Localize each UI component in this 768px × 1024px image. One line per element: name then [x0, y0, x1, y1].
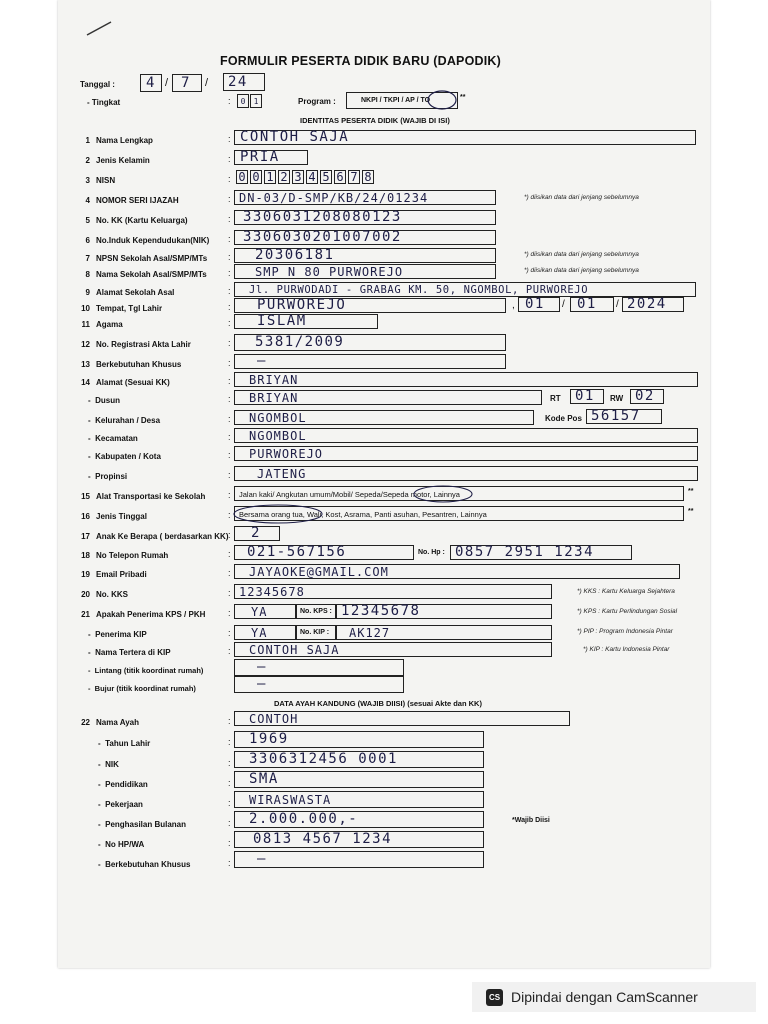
- kodepos-field[interactable]: [586, 409, 662, 424]
- agama-label: Agama: [96, 320, 123, 329]
- circle-mark-icon: [232, 503, 324, 525]
- birth-year: 2024: [627, 296, 667, 312]
- anak-ke-field[interactable]: [234, 526, 280, 541]
- circle-mark-icon: [426, 89, 458, 111]
- nisn-digit: 0: [250, 170, 262, 184]
- kps-note: *) KPS : Kartu Perlindungan Sosial: [577, 608, 678, 615]
- colon: :: [228, 214, 231, 224]
- penghasilan-field[interactable]: [234, 811, 484, 828]
- bujur-label: - Bujur (titik koordinat rumah): [88, 684, 196, 693]
- telepon-rumah-field[interactable]: [234, 545, 414, 560]
- akta-lahir-label: No. Registrasi Akta Lahir: [96, 340, 191, 349]
- kabupaten-value: PURWOREJO: [249, 447, 324, 461]
- colon: :: [228, 318, 231, 328]
- camscanner-text: Dipindai dengan CamScanner: [511, 989, 698, 1005]
- alamat-sekolah-field[interactable]: [234, 282, 696, 297]
- anak-ke-value: 2: [251, 525, 261, 541]
- form-title: FORMULIR PESERTA DIDIK BARU (DAPODIK): [220, 54, 502, 68]
- field-num: 20: [81, 590, 90, 599]
- date-year-box[interactable]: [223, 73, 265, 91]
- colon: :: [228, 838, 231, 848]
- tingkat-digit[interactable]: 1: [250, 94, 262, 108]
- propinsi-label: - Propinsi: [88, 472, 128, 481]
- nik-value: 3306030201007002: [243, 229, 402, 245]
- field-num: 3: [85, 176, 90, 185]
- bujur-field[interactable]: [234, 676, 404, 693]
- kks-field[interactable]: [234, 584, 552, 599]
- nisn-digit: 2: [278, 170, 290, 184]
- no-kk-value: 3306031208080123: [243, 209, 402, 225]
- berkebutuhan-field[interactable]: [234, 354, 506, 369]
- rt-field[interactable]: [570, 389, 604, 404]
- nik-ayah-value: 3306312456 0001: [249, 751, 398, 767]
- colon: :: [228, 194, 231, 204]
- tempat-lahir-value: PURWOREJO: [257, 297, 347, 313]
- field-num: 16: [81, 512, 90, 521]
- colon: :: [228, 302, 231, 312]
- agama-value: ISLAM: [257, 313, 307, 329]
- tanggal-label: Tanggal :: [80, 80, 115, 89]
- rw-value: 02: [635, 388, 655, 404]
- pekerjaan-field[interactable]: [234, 791, 484, 808]
- hp-value: 0857 2951 1234: [455, 544, 595, 560]
- colon: :: [228, 268, 231, 278]
- jenis-tinggal-label: Jenis Tinggal: [96, 512, 147, 521]
- nama-kip-field[interactable]: [234, 642, 552, 657]
- colon: :: [228, 568, 231, 578]
- tahun-lahir-field[interactable]: [234, 731, 484, 748]
- tingkat-digit[interactable]: 0: [237, 94, 249, 108]
- transportasi-value: Jalan kaki/ Angkutan umum/Mobil/ Sepeda/Sepeda motor, Lainnya: [239, 490, 460, 499]
- telepon-rumah-label: No Telepon Rumah: [96, 551, 169, 560]
- colon: :: [228, 818, 231, 828]
- pen-mark-icon: [85, 18, 115, 38]
- no-kip-field[interactable]: [336, 625, 552, 640]
- nama-sekolah-field[interactable]: [234, 264, 496, 279]
- email-label: Email Pribadi: [96, 570, 147, 579]
- kecamatan-field[interactable]: [234, 428, 698, 443]
- program-label: Program :: [298, 97, 336, 106]
- kodepos-label: Kode Pos: [545, 414, 582, 423]
- nama-kip-label: - Nama Tertera di KIP: [88, 648, 171, 657]
- agama-field[interactable]: [234, 314, 378, 329]
- date-day: 4: [146, 75, 156, 91]
- nisn-digit: 4: [306, 170, 318, 184]
- nama-sekolah-label: Nama Sekolah Asal/SMP/MTs: [96, 270, 207, 279]
- nama-sekolah-value: SMP N 80 PURWOREJO: [255, 265, 404, 279]
- npsn-label: NPSN Sekolah Asal/SMP/MTs: [96, 254, 208, 263]
- date-sep-2: /: [205, 77, 209, 89]
- kks-value: 12345678: [239, 585, 305, 599]
- kps-field[interactable]: [234, 604, 296, 619]
- email-value: JAYAOKE@GMAIL.COM: [249, 565, 389, 579]
- field-num: 6: [85, 236, 90, 245]
- circle-mark-icon: [412, 484, 474, 504]
- tingkat-label: - Tingkat: [87, 98, 121, 107]
- kks-note: *) KKS : Kartu Keluarga Sejahtera: [577, 588, 675, 595]
- anak-ke-label: Anak Ke Berapa ( berdasarkan KK): [96, 532, 229, 541]
- lintang-label: - Lintang (titik koordinat rumah): [88, 666, 204, 675]
- jenis-kelamin-label: Jenis Kelamin: [96, 156, 150, 165]
- alamat-sekolah-value: Jl. PURWODADI - GRABAG KM. 50, NGOMBOL, PURWOREJO: [249, 284, 589, 296]
- kebutuhan-khusus-ayah-label: - Berkebutuhan Khusus: [98, 860, 191, 869]
- lintang-value: —: [257, 659, 267, 675]
- colon: :: [228, 510, 231, 520]
- colon: :: [228, 758, 231, 768]
- hp-ayah-label: - No HP/WA: [98, 840, 145, 849]
- field-num: 14: [81, 378, 90, 387]
- colon: :: [228, 376, 231, 386]
- nomor-seri-ijazah-field[interactable]: [234, 190, 496, 205]
- birth-month: 01: [577, 296, 597, 312]
- field-num: 5: [85, 216, 90, 225]
- hp-ayah-value: 0813 4567 1234: [253, 831, 393, 847]
- field-num: 8: [85, 270, 90, 279]
- birth-day: 01: [525, 296, 545, 312]
- colon: :: [228, 414, 231, 424]
- colon: :: [228, 358, 231, 368]
- rt-label: RT: [550, 394, 561, 403]
- ijazah-note: *) diisikan data dari jenjang sebelumnya: [524, 194, 639, 201]
- camscanner-icon: CS: [486, 989, 503, 1006]
- no-kip-label: No. KIP :: [300, 629, 330, 636]
- colon: :: [228, 432, 231, 442]
- colon: :: [228, 134, 231, 144]
- pendidikan-value: SMA: [249, 771, 279, 787]
- nik-ayah-label: - NIK: [98, 760, 119, 769]
- colon: :: [228, 716, 231, 726]
- birth-month-field[interactable]: [570, 297, 614, 312]
- field-num: 2: [85, 156, 90, 165]
- nisn-digit: 8: [362, 170, 374, 184]
- nomor-seri-ijazah-label: NOMOR SERI IJAZAH: [96, 196, 179, 205]
- colon: :: [228, 490, 231, 500]
- nik-ayah-field[interactable]: [234, 751, 484, 768]
- stars: **: [688, 488, 694, 495]
- kebutuhan-khusus-ayah-value: —: [257, 851, 267, 867]
- field-num: 11: [81, 320, 90, 329]
- tempat-lahir-label: Tempat, Tgl Lahir: [96, 304, 163, 313]
- berkebutuhan-label: Berkebutuhan Khusus: [96, 360, 182, 369]
- no-kk-field[interactable]: [234, 210, 496, 225]
- kelurahan-label: - Kelurahan / Desa: [88, 416, 161, 425]
- kabupaten-label: - Kabupaten / Kota: [88, 452, 161, 461]
- colon: :: [228, 394, 231, 404]
- date-slash: /: [616, 299, 619, 310]
- colon: :: [228, 96, 231, 106]
- colon: :: [228, 798, 231, 808]
- no-kps-label: No. KPS :: [300, 608, 332, 615]
- pendidikan-field[interactable]: [234, 771, 484, 788]
- hp-label: No. Hp :: [418, 549, 445, 556]
- kip-label: - Penerima KIP: [88, 630, 147, 639]
- nama-lengkap-field[interactable]: [234, 130, 696, 145]
- kebutuhan-khusus-ayah-field[interactable]: [234, 851, 484, 868]
- nama-lengkap-label: Nama Lengkap: [96, 136, 153, 145]
- alamat-kk-value: BRIYAN: [249, 373, 299, 387]
- hp-ayah-field[interactable]: [234, 831, 484, 848]
- sekolah-note: *) diisikan data dari jenjang sebelumnya: [524, 267, 639, 274]
- colon: :: [228, 450, 231, 460]
- identity-header: IDENTITAS PESERTA DIDIK (WAJIB DI ISI): [300, 116, 450, 125]
- kabupaten-field[interactable]: [234, 446, 698, 461]
- nisn-digit: 1: [264, 170, 276, 184]
- pendidikan-label: - Pendidikan: [98, 780, 148, 789]
- program-options: NKPI / TKPI / AP / TO: [361, 97, 431, 104]
- penghasilan-label: - Penghasilan Bulanan: [98, 820, 187, 829]
- propinsi-value: JATENG: [257, 467, 307, 481]
- rt-value: 01: [575, 388, 595, 404]
- field-num: 13: [81, 360, 90, 369]
- colon: :: [228, 338, 231, 348]
- nama-lengkap-value: CONTOH SAJA: [240, 129, 350, 145]
- colon: :: [228, 286, 231, 296]
- dusun-label: - Dusun: [88, 396, 120, 405]
- field-num: 18: [81, 551, 90, 560]
- berkebutuhan-value: —: [257, 353, 267, 369]
- pip-note: *) PIP : Program Indonesia Pintar: [577, 628, 673, 635]
- camscanner-badge: [472, 982, 756, 1012]
- field-num: 10: [81, 304, 90, 313]
- kks-label: No. KKS: [96, 590, 128, 599]
- colon: :: [228, 588, 231, 598]
- kip-value: YA: [251, 626, 268, 640]
- date-slash: /: [562, 299, 565, 310]
- colon: :: [228, 628, 231, 638]
- date-sep-1: /: [165, 77, 169, 89]
- telepon-rumah-value: 021-567156: [247, 544, 347, 560]
- bujur-value: —: [257, 676, 267, 692]
- field-num: 4: [85, 196, 90, 205]
- nisn-digit: 0: [236, 170, 248, 184]
- nisn-digit: 7: [348, 170, 360, 184]
- pekerjaan-label: - Pekerjaan: [98, 800, 143, 809]
- colon: :: [228, 234, 231, 244]
- date-year: 24: [228, 74, 248, 90]
- pekerjaan-value: WIRASWASTA: [249, 793, 332, 807]
- hp-field[interactable]: [450, 545, 632, 560]
- wajib-note: *Wajib Diisi: [512, 817, 550, 824]
- date-day-box[interactable]: [140, 74, 162, 92]
- colon: :: [228, 530, 231, 540]
- kip-note: *) KIP : Kartu Indonesia Pintar: [583, 646, 670, 653]
- alamat-kk-field[interactable]: [234, 372, 698, 387]
- lintang-field[interactable]: [234, 659, 404, 676]
- kecamatan-label: - Kecamatan: [88, 434, 138, 443]
- field-num: 19: [81, 570, 90, 579]
- jenis-kelamin-field[interactable]: [234, 150, 308, 165]
- nisn-digit: 5: [320, 170, 332, 184]
- date-month: 7: [181, 75, 191, 91]
- nisn-label: NISN: [96, 176, 116, 185]
- kecamatan-value: NGOMBOL: [249, 429, 307, 443]
- birth-year-field[interactable]: [622, 297, 684, 312]
- akta-lahir-value: 5381/2009: [255, 334, 345, 350]
- no-kip-label-box: [296, 625, 336, 640]
- field-num: 15: [81, 492, 90, 501]
- field-num: 9: [85, 288, 90, 297]
- propinsi-field[interactable]: [234, 466, 698, 481]
- kps-label: Apakah Penerima KPS / PKH: [96, 610, 206, 619]
- colon: :: [228, 778, 231, 788]
- email-field[interactable]: [234, 564, 680, 579]
- nama-ayah-value: CONTOH: [249, 712, 299, 726]
- nama-kip-value: CONTOH SAJA: [249, 643, 340, 657]
- alamat-sekolah-label: Alamat Sekolah Asal: [96, 288, 175, 297]
- nama-ayah-field[interactable]: [234, 711, 570, 726]
- kelurahan-value: NGOMBOL: [249, 411, 307, 425]
- kip-field[interactable]: [234, 625, 296, 640]
- tahun-lahir-label: - Tahun Lahir: [98, 739, 151, 748]
- no-kps-value: 12345678: [341, 603, 421, 619]
- nama-ayah-label: Nama Ayah: [96, 718, 139, 727]
- npsn-note: *) diisikan data dari jenjang sebelumnya: [524, 251, 639, 258]
- no-kip-value: AK127: [349, 626, 391, 640]
- birth-day-field[interactable]: [518, 297, 560, 312]
- field-num: 1: [85, 136, 90, 145]
- no-kk-label: No. KK (Kartu Keluarga): [96, 216, 188, 225]
- nomor-seri-ijazah-value: DN-03/D-SMP/KB/24/01234: [239, 191, 429, 205]
- npsn-field[interactable]: [234, 248, 496, 263]
- colon: :: [228, 858, 231, 868]
- field-num: 21: [81, 610, 90, 619]
- colon: :: [228, 154, 231, 164]
- father-header: DATA AYAH KANDUNG (WAJIB DIISI) (sesuai Akte dan KK): [274, 699, 482, 708]
- dusun-field[interactable]: [234, 390, 542, 405]
- nisn-digit: 6: [334, 170, 346, 184]
- date-month-box[interactable]: [172, 74, 202, 92]
- program-stars: **: [460, 94, 466, 101]
- field-num: 12: [81, 340, 90, 349]
- no-kps-label-box: [296, 604, 336, 619]
- no-kps-field[interactable]: [336, 604, 552, 619]
- rw-label: RW: [610, 394, 624, 403]
- penghasilan-value: 2.000.000,-: [249, 811, 359, 827]
- field-num: 17: [81, 532, 90, 541]
- colon: :: [228, 470, 231, 480]
- kodepos-value: 56157: [591, 408, 641, 424]
- dusun-value: BRIYAN: [249, 391, 299, 405]
- field-num: 7: [85, 254, 90, 263]
- nik-field[interactable]: [234, 230, 496, 245]
- akta-lahir-field[interactable]: [234, 334, 506, 351]
- jenis-kelamin-value: PRIA: [240, 149, 280, 165]
- tempat-lahir-field[interactable]: [234, 298, 506, 313]
- colon: :: [228, 174, 231, 184]
- rw-field[interactable]: [630, 389, 664, 404]
- field-num: 22: [81, 718, 90, 727]
- colon: :: [228, 608, 231, 618]
- nik-label: No.Induk Kependudukan(NIK): [96, 236, 210, 245]
- tahun-lahir-value: 1969: [249, 731, 289, 747]
- stars: **: [688, 508, 694, 515]
- colon: :: [228, 737, 231, 747]
- alamat-kk-label: Alamat (Sesuai KK): [96, 378, 170, 387]
- colon: :: [228, 252, 231, 262]
- npsn-value: 20306181: [255, 247, 335, 263]
- jenis-tinggal-value: Bersama orang tua, Wali, Kost, Asrama, Panti asuhan, Pesantren, Lainnya: [239, 510, 487, 519]
- kps-value: YA: [251, 605, 268, 619]
- kelurahan-field[interactable]: [234, 410, 534, 425]
- transportasi-label: Alat Transportasi ke Sekolah: [96, 492, 206, 501]
- colon: :: [228, 549, 231, 559]
- colon: :: [228, 646, 231, 656]
- nisn-digit: 3: [292, 170, 304, 184]
- date-comma: ,: [512, 300, 515, 311]
